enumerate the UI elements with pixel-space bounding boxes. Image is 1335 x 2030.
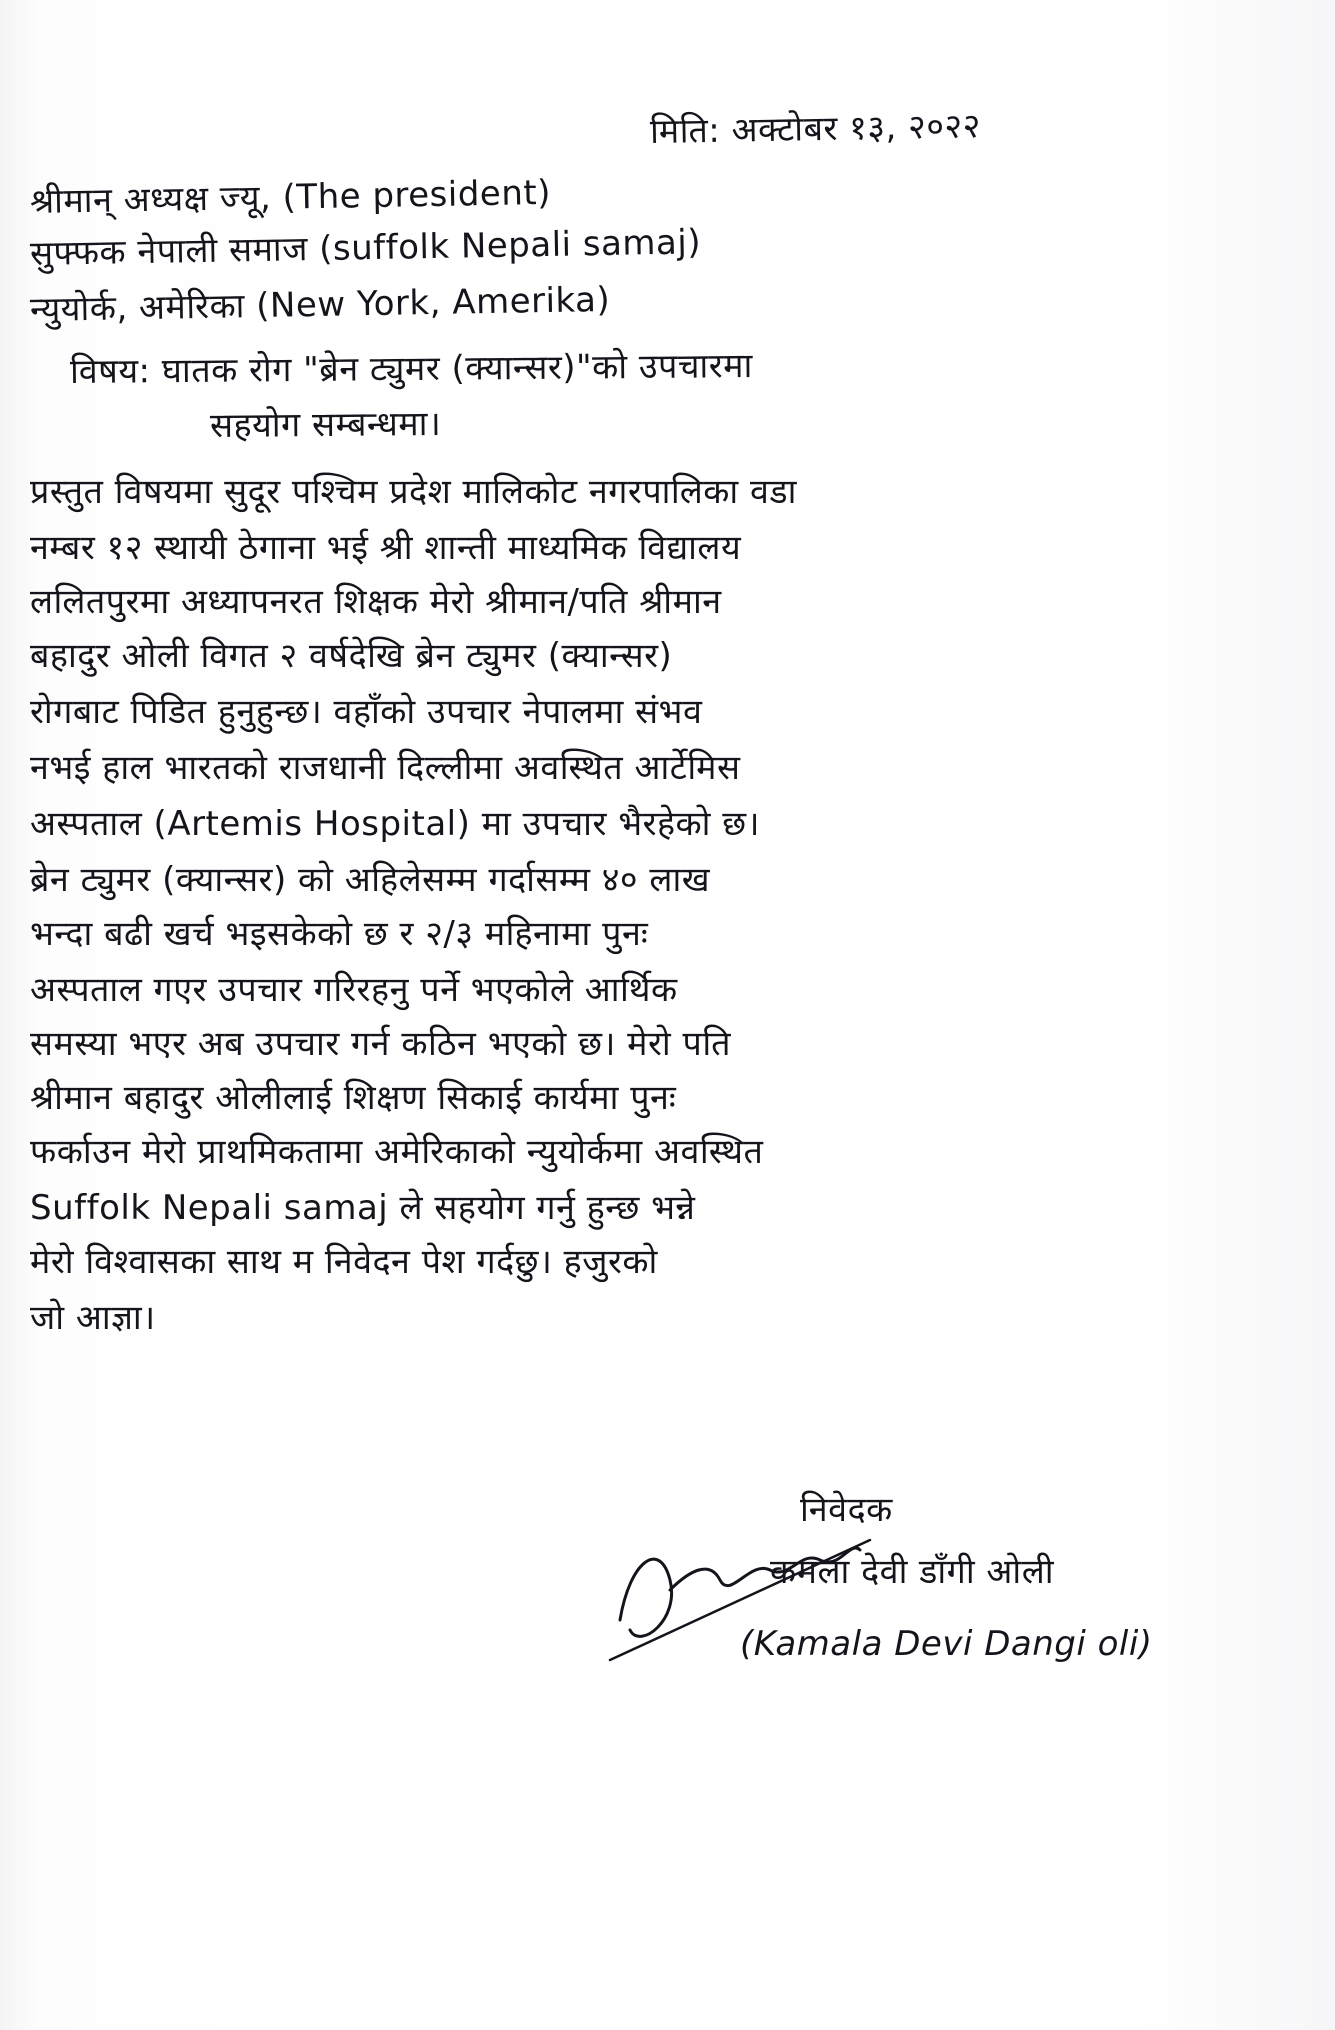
body-line: अस्पताल (Artemis Hospital) मा उपचार भैरहेको छ। <box>30 804 760 844</box>
body-line: फर्काउन मेरो प्राथमिकतामा अमेरिकाको न्युयोर्कमा अवस्थित <box>30 1132 764 1172</box>
body-line: श्रीमान बहादुर ओलीलाई शिक्षण सिकाई कार्यमा पुनः <box>30 1078 677 1118</box>
body-line: मेरो विश्वासका साथ म निवेदन पेश गर्दछु। हजुरको <box>30 1242 658 1282</box>
recipient-line-2: सुफ्फक नेपाली समाज (suffolk Nepali samaj) <box>29 222 702 274</box>
body-line: नम्बर १२ स्थायी ठेगाना भई श्री शान्ती माध्यमिक विद्यालय <box>30 528 742 568</box>
body-line: Suffolk Nepali samaj ले सहयोग गर्नु हुन्छ भन्ने <box>30 1188 696 1228</box>
body-line: ब्रेन ट्युमर (क्यान्सर) को अहिलेसम्म गर्दासम्म ४० लाख <box>30 860 711 900</box>
body-line: बहादुर ओली विगत २ वर्षदेखि ब्रेन ट्युमर (क्यान्सर) <box>30 636 673 676</box>
subject-line-1: विषय: घातक रोग "ब्रेन ट्युमर (क्यान्सर)"को उपचारमा <box>69 346 753 392</box>
body-line: ललितपुरमा अध्यापनरत शिक्षक मेरो श्रीमान/पति श्रीमान <box>30 582 722 622</box>
body-line: प्रस्तुत विषयमा सुदूर पश्चिम प्रदेश मालिकोट नगरपालिका वडा <box>30 472 797 512</box>
closing-applicant: निवेदक <box>800 1490 893 1530</box>
signatory-name-latin: (Kamala Devi Dangi oli) <box>740 1624 1153 1664</box>
body-line: भन्दा बढी खर्च भइसकेको छ र २/३ महिनामा पुनः <box>30 914 649 954</box>
recipient-line-1: श्रीमान् अध्यक्ष ज्यू, (The president) <box>29 172 552 222</box>
subject-line-2: सहयोग सम्बन्धमा। <box>209 403 442 446</box>
recipient-line-3: न्युयोर्क, अमेरिका (New York, Amerika) <box>29 279 611 330</box>
body-line: समस्या भएर अब उपचार गर्न कठिन भएको छ। मेरो पति <box>30 1024 732 1064</box>
body-line: अस्पताल गएर उपचार गरिरहनु पर्ने भएकोले आर्थिक <box>30 970 678 1010</box>
body-line: रोगबाट पिडित हुनुहुन्छ। वहाँको उपचार नेपालमा संभव <box>30 692 703 732</box>
letter-date: मिति: अक्टोबर १३, २०२२ <box>649 106 982 152</box>
signatory-name: कमला देवी डाँगी ओली <box>770 1552 1055 1592</box>
body-line: जो आज्ञा। <box>30 1298 156 1338</box>
body-line: नभई हाल भारतको राजधानी दिल्लीमा अवस्थित आर्टेमिस <box>30 748 741 788</box>
